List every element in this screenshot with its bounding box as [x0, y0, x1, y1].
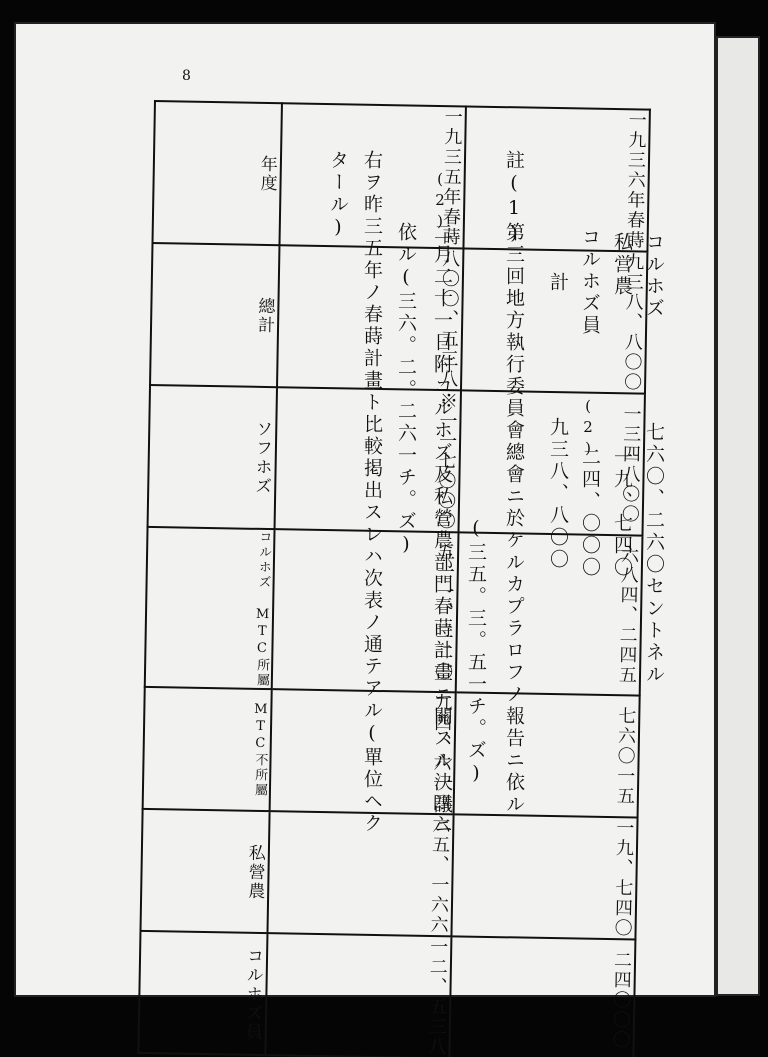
header-members: コルホズ員: [138, 931, 267, 1055]
row1-mtc: 五一一、二二〇: [272, 529, 459, 692]
header-sovkhoz: ソフホズ: [148, 385, 277, 529]
row2-year: 一九三六年春蒔: [463, 106, 649, 251]
row1-total: 八〇〇、五三八: [277, 245, 463, 390]
kolkhoz-member-label: コルホズ員: [579, 227, 601, 337]
header-mtc: [145, 527, 275, 689]
note2-line2: 依ル(三六。二。二六一チ。ズ): [395, 222, 417, 558]
row1-sovkhoz: ※一一七〇〇〇: [275, 387, 461, 532]
kolkhoz-label: コルホズ: [643, 232, 665, 320]
header-mtc-label: MTC所屬: [253, 606, 271, 689]
row2-mtc: 六八四、二四五: [456, 532, 643, 695]
private-farm-label: 私営農: [611, 232, 633, 298]
total-label: 計: [547, 272, 569, 294]
row2-private: 一九、七四〇: [451, 814, 637, 939]
note2-line1: 二月二十一日附コルホズ及私營農部門春蒔計畫ニ關スル決議ニ: [431, 222, 453, 838]
document-page: [14, 22, 716, 1057]
total-value: 九三八、八〇〇: [547, 417, 569, 571]
note-label: 註(1): [503, 150, 525, 247]
private-farm-value: 一九、七四〇: [611, 447, 633, 579]
note1-line1: 第三回地方執行委員會總會ニ於ケルカプラロフノ報告ニ依ル: [503, 222, 525, 816]
kolkhoz-member-marker: (2): [579, 397, 597, 460]
note2-marker: (2): [431, 170, 449, 233]
row1-non-mtc: 九四、六一四: [270, 689, 456, 814]
header-private: 私營農: [140, 809, 269, 933]
row2-members: 二四〇〇〇: [449, 936, 635, 1057]
adjacent-page-edge: [716, 36, 760, 996]
header-year: 年度: [153, 101, 282, 245]
row1-private: 六五、一六六: [267, 811, 453, 936]
row1-members: 一二、五三八: [265, 933, 451, 1057]
row2-total: 九三八、八〇〇: [461, 248, 647, 393]
group-header-kolkhoz: コルホズ: [255, 529, 272, 591]
row2-non-mtc: 七六〇一五: [454, 692, 640, 817]
note1-line2: (三五。三。五一チ。ズ): [465, 517, 487, 787]
header-non-mtc: MTC不所屬: [143, 687, 272, 811]
kolkhoz-value: 七六〇、二六〇セントネル: [643, 422, 665, 686]
summary-line2: タール): [327, 150, 349, 241]
row1-year: 一九三五年春蒔: [279, 103, 465, 248]
kolkhoz-member-value: 二四、〇〇〇: [579, 447, 601, 579]
summary-line1: 右ヲ昨三五年ノ春蒔計畫ト比較掲出スレハ次表ノ通テアル(單位ヘク: [361, 150, 383, 835]
page-number: 8: [182, 68, 191, 84]
header-total: 總計: [150, 243, 279, 387]
row2-sovkhoz: 一三四八〇〇: [459, 390, 645, 535]
